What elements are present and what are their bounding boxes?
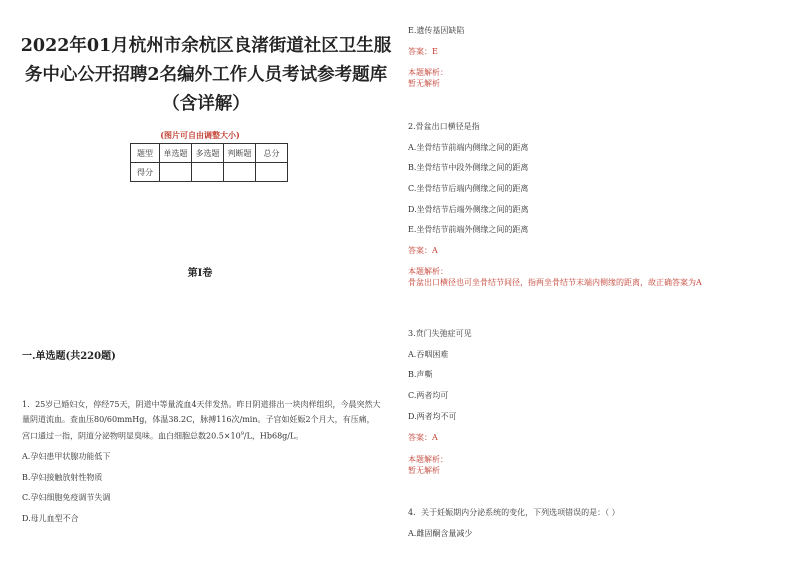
question-4-option-a: A.雌固酮含量减少 — [408, 529, 473, 538]
score-table — [130, 143, 288, 182]
question-3-option-b: B.声嘶 — [408, 370, 433, 379]
question-1-option-b: B.孕妇接触放射性物质 — [22, 473, 103, 482]
document-title: 2022年01月杭州市余杭区良渚街道社区卫生服务中心公开招聘2名编外工作人员考试参考题库（含详解） — [20, 36, 392, 114]
question-4-stem: 4．关于妊娠期内分泌系统的变化，下列选项错误的是：（ ） — [408, 508, 620, 517]
question-1-explain: 暂无解析 — [408, 79, 440, 88]
score-header-cell: 题型 — [131, 144, 160, 163]
score-cell — [160, 163, 192, 182]
question-2-option-d: D.坐骨结节后端外侧缘之间的距离 — [408, 205, 529, 214]
score-row-label: 得分 — [131, 163, 160, 182]
question-2-option-e: E.坐骨结节前端外侧缘之间的距离 — [408, 225, 529, 234]
question-3-option-d: D.两者均不可 — [408, 412, 457, 421]
score-header-cell: 多选题 — [192, 144, 224, 163]
section-heading: 一.单选题(共220题) — [22, 351, 116, 362]
question-2-explain-label: 本题解析： — [408, 267, 448, 276]
score-table-header-row — [131, 144, 288, 163]
question-2-option-b: B.坐骨结节中段外侧缘之间的距离 — [408, 163, 529, 172]
question-1-answer: 答案：E — [408, 47, 438, 56]
score-cell — [192, 163, 224, 182]
question-1-explain-label: 本题解析： — [408, 68, 448, 77]
question-1-option-c: C.孕妇细胞免疫调节失调 — [22, 493, 111, 502]
question-1-stem-text: 1．25岁已婚妇女，停经75天，阴道中等量流血4天伴发热。昨日阴道排出一块肉样组织，今晨突然大量阴道流血。查血压80/60mmHg，体温38.2C，脉搏116次/min。子宫如妊娠2个月大，有压痛，宫口通过一指，阴道分泌物明显臭味。血白细胞总数20.5×10 — [22, 400, 381, 441]
question-1-option-a: A.孕妇患甲状腺功能低下 — [22, 452, 111, 461]
question-2-option-c: C.坐骨结节后端内侧缘之间的距离 — [408, 184, 529, 193]
question-2-stem: 2.骨盆出口横径是指 — [408, 122, 480, 131]
score-header-cell: 单选题 — [160, 144, 192, 163]
score-cell — [224, 163, 256, 182]
question-2-option-a: A.坐骨结节前端内侧缘之间的距离 — [408, 143, 529, 152]
score-cell — [256, 163, 288, 182]
question-3-answer: 答案：A — [408, 433, 438, 442]
score-header-cell: 判断题 — [224, 144, 256, 163]
image-resize-note: (图片可自由调整大小) — [160, 130, 240, 140]
score-table-score-row — [131, 163, 288, 182]
question-3-explain: 暂无解析 — [408, 466, 440, 475]
question-1-option-e: E.遗传基因缺陷 — [408, 26, 465, 35]
right-column — [400, 0, 800, 565]
score-header-cell: 总分 — [256, 144, 288, 163]
question-3-stem: 3.贲门失弛症可见 — [408, 329, 472, 338]
question-1-option-d: D.母儿血型不合 — [22, 514, 79, 523]
volume-heading: 第I卷 — [187, 268, 213, 279]
question-3-option-a: A.吞咽困难 — [408, 350, 449, 359]
question-1-stem-text-end: /L，Hb68g/L。 — [243, 431, 304, 441]
question-2-explain: 骨盆出口横径也可坐骨结节间径，指两坐骨结节末端内侧缘的距离，故正确答案为A — [408, 278, 702, 287]
question-3-explain-label: 本题解析： — [408, 455, 448, 464]
question-3-option-c: C.两者均可 — [408, 391, 449, 400]
question-1-stem — [22, 397, 382, 444]
question-2-answer: 答案：A — [408, 246, 438, 255]
question-1-superscript: 9 — [240, 431, 244, 437]
